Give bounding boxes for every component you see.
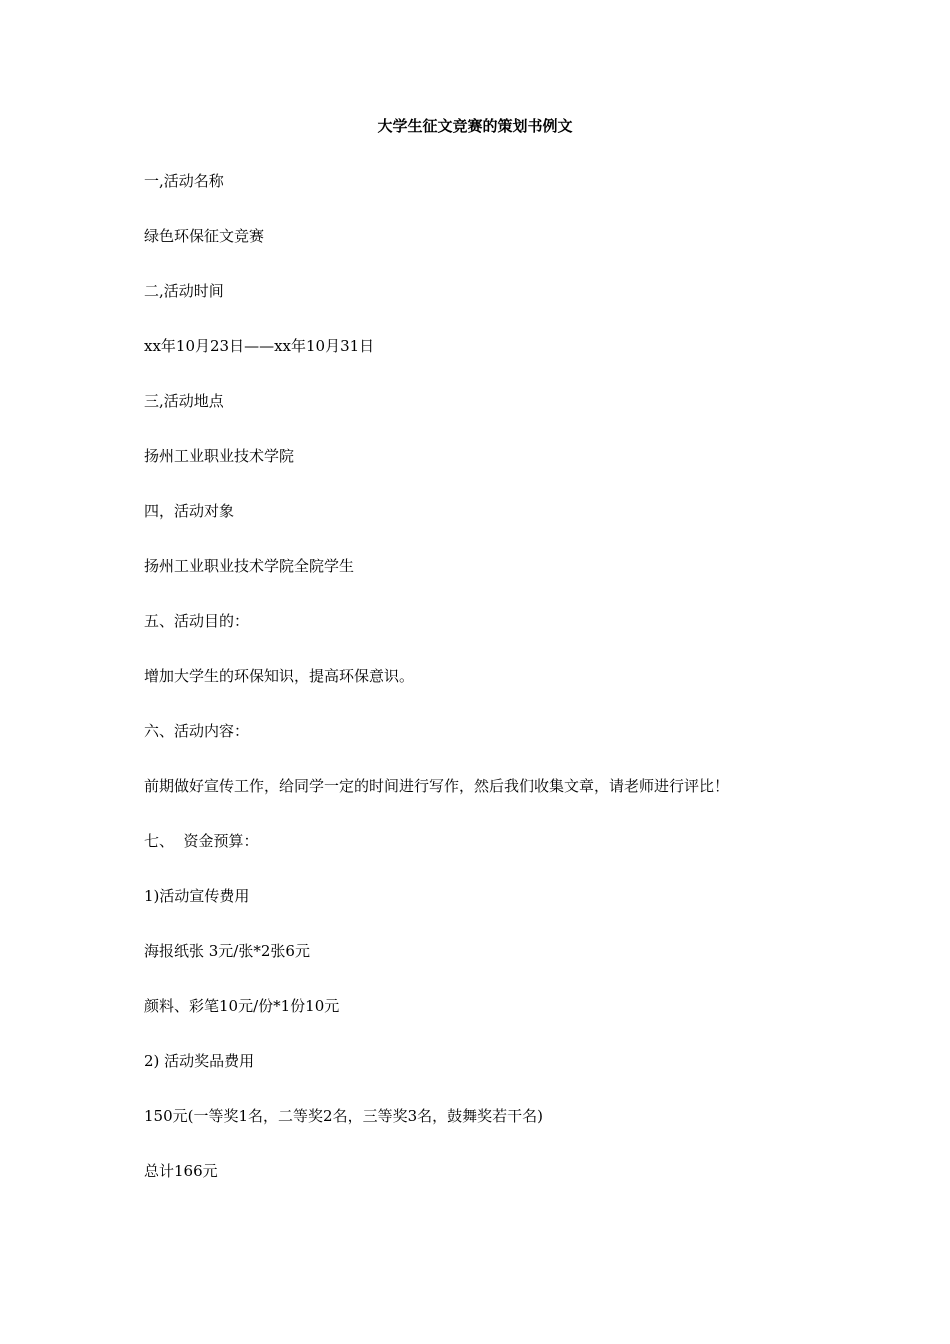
activity-name-text: 绿色环保征文竞赛 xyxy=(144,227,265,245)
budget-line-poster-paper: 海报纸张 3元/张*2张6元 xyxy=(144,942,310,960)
budget-item-prizes: 2) 活动奖品费用 xyxy=(144,1052,255,1070)
section-heading-activity-content: 六、活动内容： xyxy=(144,722,250,740)
budget-line-prize-detail: 150元(一等奖1名，二等奖2名，三等奖3名，鼓舞奖若干名) xyxy=(144,1107,543,1125)
activity-target-text: 扬州工业职业技术学院全院学生 xyxy=(144,557,355,575)
activity-purpose-text: 增加大学生的环保知识，提高环保意识。 xyxy=(144,667,415,685)
activity-content-text: 前期做好宣传工作，给同学一定的时间进行写作，然后我们收集文章，请老师进行评比！ xyxy=(144,777,730,795)
document-title: 大学生征文竞赛的策划书例文 xyxy=(377,117,573,135)
section-heading-activity-time: 二,活动时间 xyxy=(144,282,224,300)
budget-total: 总计166元 xyxy=(144,1162,218,1180)
budget-line-paints: 颜料、彩笔10元/份*1份10元 xyxy=(144,997,340,1015)
activity-location-text: 扬州工业职业技术学院 xyxy=(144,447,295,465)
activity-time-text: xx年10月23日——xx年10月31日 xyxy=(144,337,375,355)
budget-item-publicity: 1)活动宣传费用 xyxy=(144,887,250,905)
section-heading-activity-name: 一,活动名称 xyxy=(144,172,224,190)
section-heading-budget: 七、 资金预算： xyxy=(144,832,259,850)
document-body xyxy=(144,170,864,1215)
section-heading-activity-purpose: 五、活动目的： xyxy=(144,612,250,630)
section-heading-activity-target: 四，活动对象 xyxy=(144,502,235,520)
section-heading-activity-location: 三,活动地点 xyxy=(144,392,224,410)
